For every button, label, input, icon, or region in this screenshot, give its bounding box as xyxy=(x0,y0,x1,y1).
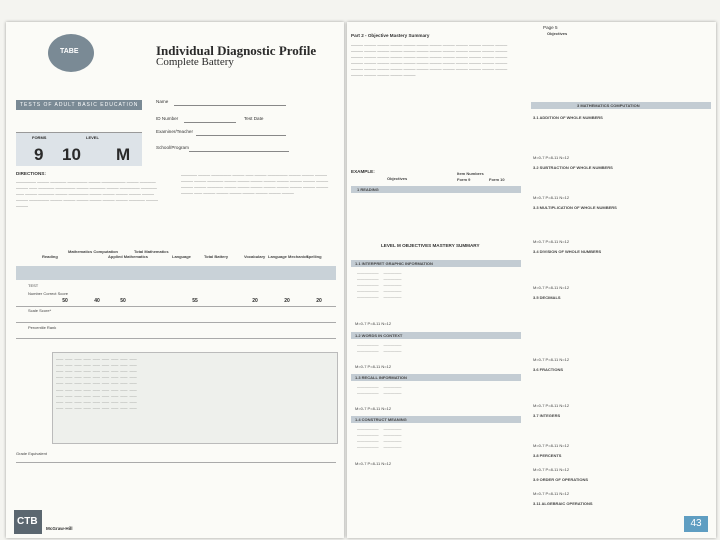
form9-col: Form 9 xyxy=(457,177,471,182)
section-3-6: 3.6 FRACTIONS xyxy=(533,367,564,372)
section-1-3: 1.3 RECALL INFORMATION xyxy=(355,375,407,380)
school-line xyxy=(189,151,289,152)
ctb-logo: CTB xyxy=(14,510,42,534)
row-percentile: Percentile Rank xyxy=(28,325,57,330)
mastery-row-1-3: M=0-7 P=8-11 N=12 xyxy=(355,406,392,411)
publisher-name: McGraw-Hill xyxy=(46,526,73,531)
col-total-battery: Total Battery xyxy=(204,254,229,259)
nc-math-comp: 40 xyxy=(94,298,100,304)
mastery-row-3-9: M=0-7 P=8-11 N=12 xyxy=(533,491,570,496)
reading-header: 1 READING xyxy=(357,187,379,192)
nc-reading: 50 xyxy=(62,298,68,304)
right-objectives-col: Objectives xyxy=(547,31,568,36)
section-3-5: 3.5 DECIMALS xyxy=(533,295,561,300)
level-summary-title: LEVEL M OBJECTIVES MASTERY SUMMARY xyxy=(381,243,480,248)
section-1-4-items: —————— ————— —————— ————— —————— ————— —————— ————— xyxy=(357,427,402,450)
form-value: 9 xyxy=(34,145,44,164)
table-rule xyxy=(16,338,336,339)
mastery-row-3-5: M=0-7 P=8-11 N=12 xyxy=(533,357,570,362)
nc-vocabulary: 20 xyxy=(252,298,258,304)
slide-number-badge: 43 xyxy=(684,516,708,532)
row-test: TEST xyxy=(28,283,39,288)
mastery-row-3-3: M=0-7 P=8-11 N=12 xyxy=(533,239,570,244)
section-3-4: 3.4 DIVISION OF WHOLE NUMBERS xyxy=(533,249,602,254)
tabe-logo: TABE xyxy=(48,34,94,72)
profile-page-right xyxy=(347,22,716,538)
profile-page-left xyxy=(6,22,344,538)
mastery-row-3-4: M=0-7 P=8-11 N=12 xyxy=(533,285,570,290)
part2-title: Part 2 - Objective Mastery Summary xyxy=(351,33,430,38)
school-label: School/Program xyxy=(156,145,189,150)
mastery-row-3-2: M=0-7 P=8-11 N=12 xyxy=(533,195,570,200)
directions-heading: DIRECTIONS: xyxy=(16,171,46,176)
mastery-row-3-8: M=0-7 P=8-11 N=12 xyxy=(533,467,570,472)
name-label: Name xyxy=(156,99,169,104)
col-reading: Reading xyxy=(42,254,58,259)
section-3-1: 3.1 ADDITION OF WHOLE NUMBERS xyxy=(533,115,603,120)
tabe-name-bar: TESTS OF ADULT BASIC EDUCATION xyxy=(16,100,142,110)
id-line xyxy=(184,122,236,123)
part2-instructions: ——— ——— ——— ——— ——— ——— ——— ——— ——— ——— ——— ——— ——— ——— ——— ——— ——— ——— ——— ——— ——— ——— ——— ——— ——— ——— ——— ——— ——— ——— ——— ——— ——— ——— ——— ——— ——— ——— ——— ——— ——— ——— ——— ——— ——— ——— ——— ——— ——— ——— ——— ——— ——— ——— ——— ——— ——— ——— ——— ——— ——— ——— ——— ——— ——— xyxy=(351,42,508,77)
score-table-header-bar xyxy=(16,266,336,280)
col-total-math: Total Mathematics xyxy=(134,249,169,254)
col-vocabulary: Vocabulary xyxy=(244,254,266,259)
profile-subtitle: Complete Battery xyxy=(156,56,234,68)
section-1-4: 1.4 CONSTRUCT MEANING xyxy=(355,417,407,422)
examiner-line xyxy=(196,135,286,136)
section-3-8: 3.8 PERCENTS xyxy=(533,453,562,458)
col-language-mechanics: Language Mechanics xyxy=(268,254,309,259)
col-spelling: Spelling xyxy=(306,254,322,259)
section-3-7: 3.7 INTEGERS xyxy=(533,413,561,418)
mastery-row-1-2: M=0-7 P=8-11 N=12 xyxy=(355,364,392,369)
profile-title: Individual Diagnostic Profile xyxy=(156,43,317,58)
section-1-3-items: —————— ————— —————— ————— xyxy=(357,385,402,396)
example-label: EXAMPLE: xyxy=(351,169,375,174)
form10-col: Form 10 xyxy=(489,177,505,182)
section-1-1: 1.1 INTERPRET GRAPHIC INFORMATION xyxy=(355,261,433,266)
mastery-row-3-1: M=0-7 P=8-11 N=12 xyxy=(533,155,570,160)
examiner-label: Examiner/Teacher xyxy=(156,129,194,134)
nc-spelling: 20 xyxy=(316,298,322,304)
col-language: Language xyxy=(172,254,191,259)
directions-body-right: ———— ——— ————— ——— —— ——— ————— ——— ——— ——— ——— ——— ———— ——— ——— ——— ——— ——— ——— ——— ——— ——— ——— ———— ——— ——— ——— ——— ——— ——— ——— ——— ——— —— ——— ——— ——— ——— ——— ——— ——— xyxy=(181,172,329,195)
math-header: 3 MATHEMATICS COMPUTATION xyxy=(577,103,640,108)
form-level-box: FORMS LEVEL 9 10 M xyxy=(16,132,142,166)
section-3-3: 3.3 MULTIPLICATION OF WHOLE NUMBERS xyxy=(533,205,617,210)
nc-language: 55 xyxy=(192,298,198,304)
row-scale-score: Scale Score* xyxy=(28,308,52,313)
name-line xyxy=(174,105,286,106)
item-numbers-col: Item Numbers xyxy=(457,171,484,176)
percentile-grid: —— —— —— —— —— —— —— —— —— —— —— —— —— —— —— —— —— —— —— —— —— —— —— —— —— —— —— —— —— —— —— —— —— —— —— —— —— —— —— —— —— —— —— —— —— —— —— —— —— —— —— —— —— —— —— —— —— —— —— —— —— —— —— —— —— —— —— —— —— —— —— —— —— —— —— —— —— —— —— —— —— xyxy=(56,357,137,410)
table-rule xyxy=(16,322,336,323)
section-1-1-items: —————— ————— —————— ————— —————— ————— —————— ————— —————— ————— xyxy=(357,271,402,300)
table-rule xyxy=(16,462,336,463)
col-applied-math: Applied Mathematics xyxy=(108,254,149,259)
nc-applied-math: 50 xyxy=(120,298,126,304)
test-date-label: Test Date xyxy=(244,116,264,121)
directions-body-left: ————— ——— ———— ————— ——— —————— ——— ———— ——— —— ———— ————— ——— ———— ——— ————— ———— —— ——— ———— ——— ————— ——— ——— ——— ——— ——— ——— ————— ——— ——— ——— ——— ——— ——— ———— ——— ——— xyxy=(16,179,159,208)
mastery-row-3-6: M=0-7 P=8-11 N=12 xyxy=(533,403,570,408)
section-1-2-items: —————— ————— —————— ————— xyxy=(357,343,402,354)
section-3-2: 3.2 SUBTRACTION OF WHOLE NUMBERS xyxy=(533,165,613,170)
page-label: Page 5 xyxy=(543,25,558,30)
objectives-col: Objectives xyxy=(387,176,408,181)
table-rule xyxy=(16,306,336,307)
level-letter: M xyxy=(116,145,131,164)
section-3-11: 3.11 ALGEBRAIC OPERATIONS xyxy=(533,501,593,506)
mastery-row-1-1: M=0-7 P=8-11 N=12 xyxy=(355,321,392,326)
id-label: ID Number xyxy=(156,116,179,121)
grade-equivalent-label: Grade Equivalent xyxy=(16,451,47,456)
mastery-row-3-7: M=0-7 P=8-11 N=12 xyxy=(533,443,570,448)
col-math-comp: Mathematics Computation xyxy=(68,249,119,254)
section-3-9: 3.9 ORDER OF OPERATIONS xyxy=(533,477,589,482)
row-number-correct: Number Correct Score xyxy=(28,291,69,296)
mastery-row-1-4: M=0-7 P=8-11 N=12 xyxy=(355,461,392,466)
section-1-2: 1.2 WORDS IN CONTEXT xyxy=(355,333,403,338)
nc-language-mechanics: 20 xyxy=(284,298,290,304)
level-value: 10 xyxy=(62,145,81,164)
